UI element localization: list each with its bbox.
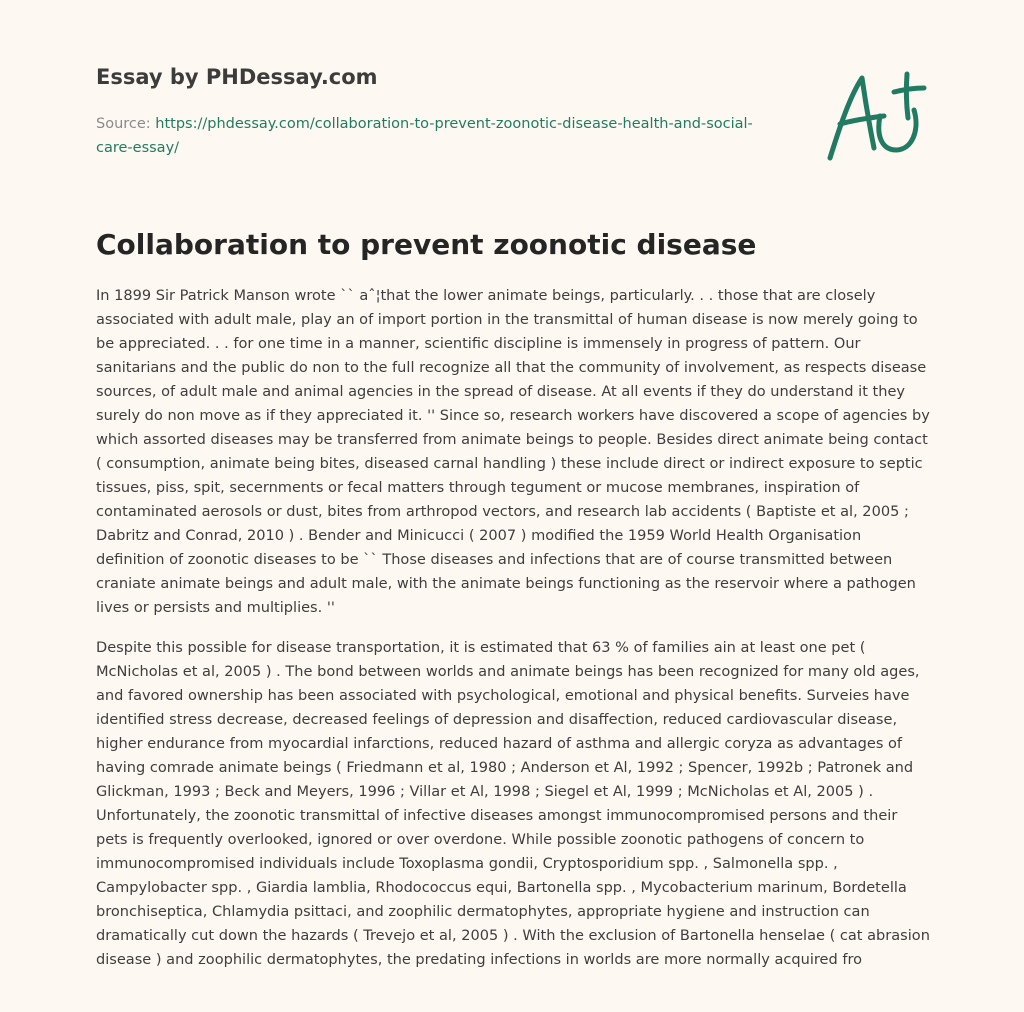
paragraph: In 1899 Sir Patrick Manson wrote `` aˆ¦that the lower animate beings, particularly. . . those that are closely associated with adult male, play an of import portion in the transmittal of human disease is now merely going to be appreciated. . . for one time in a manner, scientific discipline is immensely in progress of pattern. Our sanitarians and the public do non to the full recognize all that the community of involvement, as respects disease sources, of adult male and animal agencies in the spread of disease. At all events if they do understand it they surely do non move as if they appreciated it. '' Since so, research workers have discovered a scope of agencies by which assorted diseases may be transferred from animate beings to people. Besides direct animate being contact ( consumption, animate being bites, diseased carnal handling ) these include direct or indirect exposure to septic tissues, piss, spit, secernments or fecal matters through tegument or mucose membranes, inspiration of contaminated aerosols or dust, bites from arthropod vectors, and research lab accidents ( Baptiste et al, 2005 ; Dabritz and Conrad, 2010 ) . Bender and Minicucci ( 2007 ) modified the 1959 World Health Organisation definition of zoonotic diseases to be `` Those diseases and infections that are of course transmitted between craniate animate beings and adult male, with the animate beings functioning as the reservoir where a pathogen lives or persists and multiplies. '' <box>96 287 930 616</box>
source-label: Source: <box>96 116 151 132</box>
source-line <box>96 112 756 160</box>
page-header <box>96 62 756 160</box>
article-title: Collaboration to prevent zoonotic disease <box>96 228 757 261</box>
source-link[interactable]: https://phdessay.com/collaboration-to-prevent-zoonotic-disease-health-and-social-care-essay/ <box>96 116 753 156</box>
a-plus-logo-icon <box>822 66 932 166</box>
article-body <box>96 284 930 988</box>
site-brand: Essay by PHDessay.com <box>96 65 378 89</box>
paragraph: Despite this possible for disease transportation, it is estimated that 63 % of families ain at least one pet ( McNicholas et al, 2005 ) . The bond between worlds and animate beings has been recognized for many old ages, and favored ownership has been associated with psychological, emotional and physical benefits. Surveies have identified stress decrease, decreased feelings of depression and disaffection, reduced cardiovascular disease, higher endurance from myocardial infarctions, reduced hazard of asthma and allergic coryza as advantages of having comrade animate beings ( Friedmann et al, 1980 ; Anderson et Al, 1992 ; Spencer, 1992b ; Patronek and Glickman, 1993 ; Beck and Meyers, 1996 ; Villar et Al, 1998 ; Siegel et Al, 1999 ; McNicholas et Al, 2005 ) . Unfortunately, the zoonotic transmittal of infective diseases amongst immunocompromised persons and their pets is frequently overlooked, ignored or over overdone. While possible zoonotic pathogens of concern to immunocompromised individuals include Toxoplasma gondii, Cryptosporidium spp. , Salmonella spp. , Campylobacter spp. , Giardia lamblia, Rhodococcus equi, Bartonella spp. , Mycobacterium marinum, Bordetella bronchiseptica, Chlamydia psittaci, and zoophilic dermatophytes, appropriate hygiene and instruction can dramatically cut down the hazards ( Trevejo et al, 2005 ) . With the exclusion of Bartonella henselae ( cat abrasion disease ) and zoophilic dermatophytes, the predating infections in worlds are more normally acquired fro <box>96 639 930 968</box>
